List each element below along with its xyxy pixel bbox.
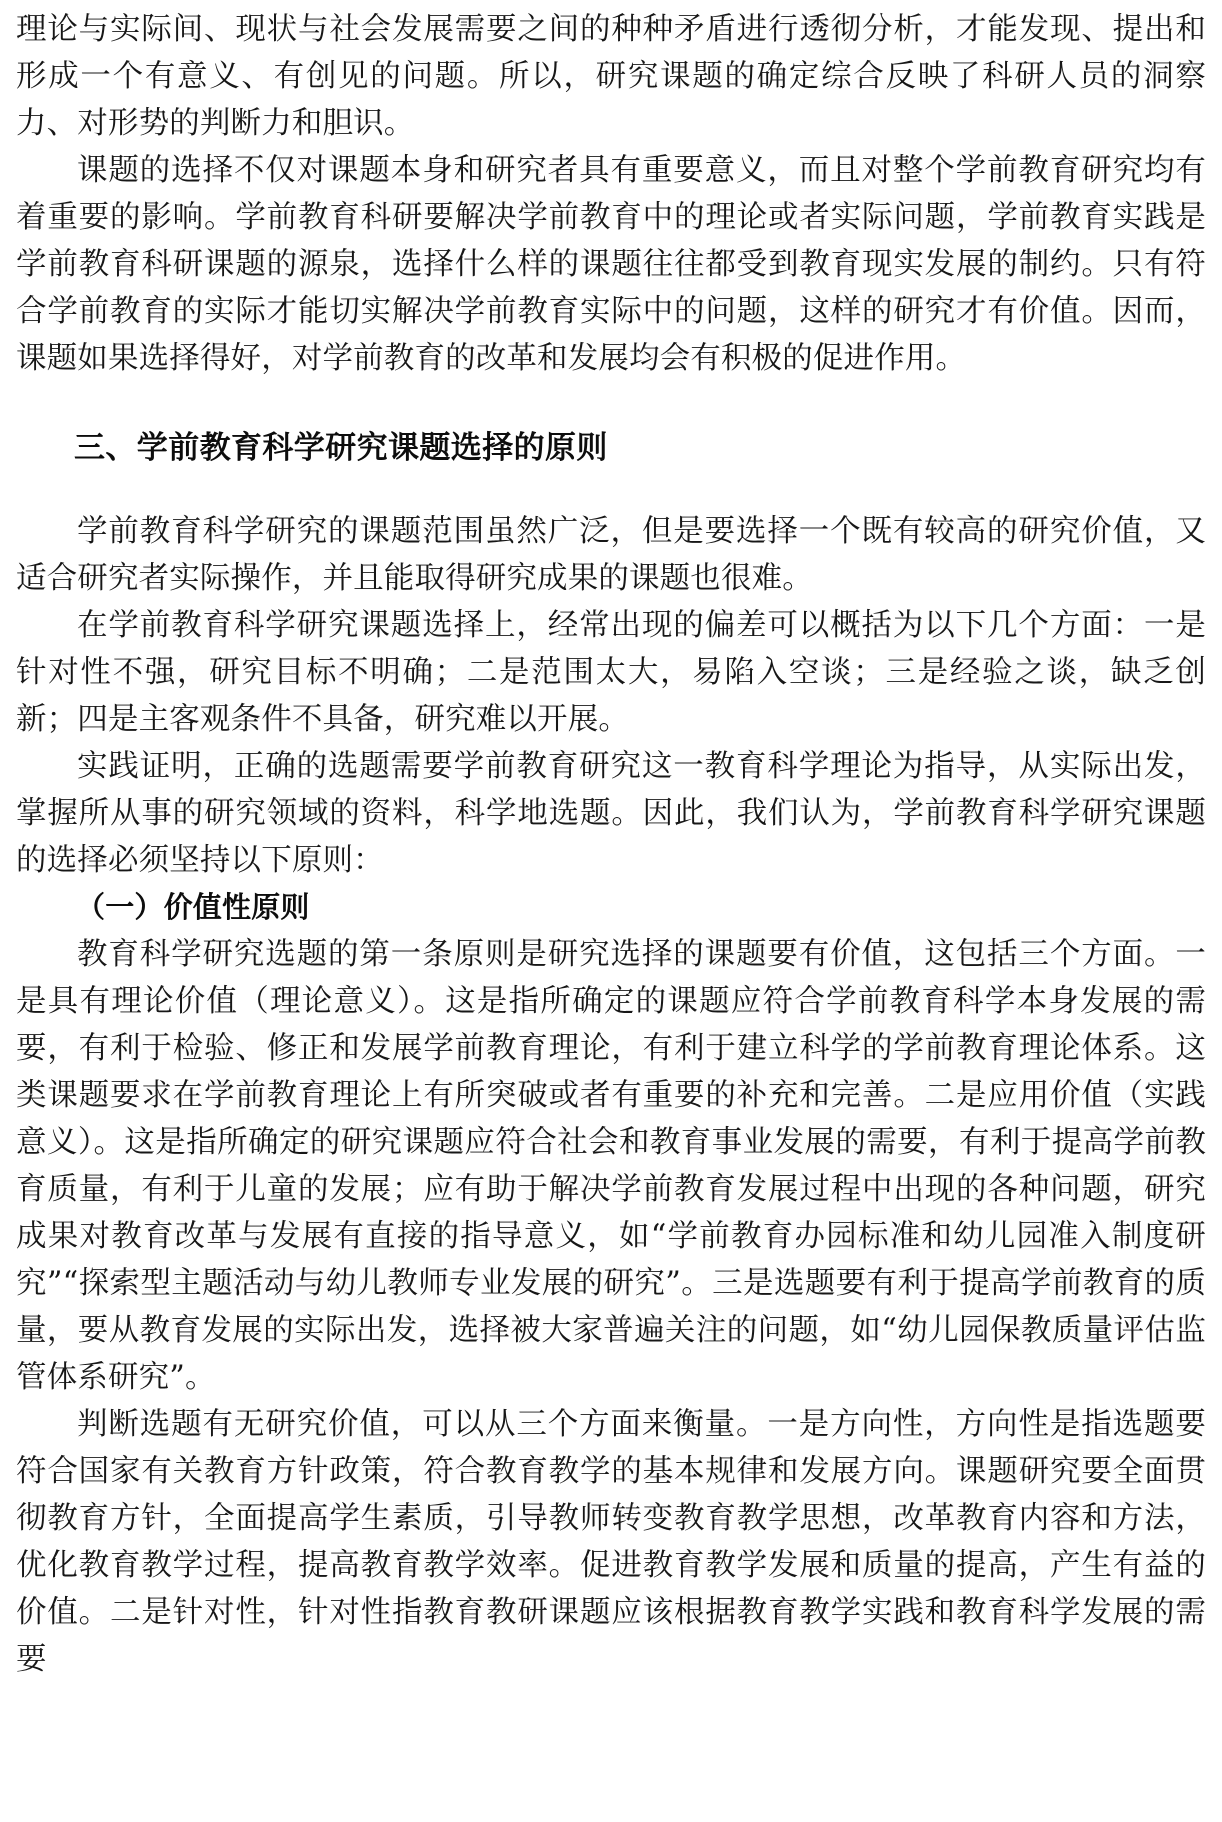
paragraph-value-principle-detail: 教育科学研究选题的第一条原则是研究选择的课题要有价值，这包括三个方面。一是具有理论价值（理论意义）。这是指所确定的课题应符合学前教育科学本身发展的需要，有利于检验、修正和发展学前教育理论，有利于建立科学的学前教育理论体系。这类课题要求在学前教育理论上有所突破或者有重要的补充和完善。二是应用价值（实践意义）。这是指所确定的研究课题应符合社会和教育事业发展的需要，有利于提高学前教育质量，有利于儿童的发展；应有助于解决学前教育发展过程中出现的各种问题，研究成果对教育改革与发展有直接的指导意义，如“学前教育办园标准和幼儿园准入制度研究”“探索型主题活动与幼儿教师专业发展的研究”。三是选题要有利于提高学前教育的质量，要从教育发展的实际出发，选择被大家普遍关注的问题，如“幼儿园保教质量评估监管体系研究”。 [16, 937, 1206, 1395]
paragraph-topic-selection-significance: 课题的选择不仅对课题本身和研究者具有重要意义，而且对整个学前教育研究均有着重要的影响。学前教育科研要解决学前教育中的理论或者实际问题，学前教育实践是学前教育科研课题的源泉，选择什么样的课题往往都受到教育现实发展的制约。只有符合学前教育的实际才能切实解决学前教育实际中的问题，这样的研究才有价值。因而，课题如果选择得好，对学前教育的改革和发展均会有积极的促进作用。 [16, 153, 1206, 376]
paragraph-common-deviations: 在学前教育科学研究课题选择上，经常出现的偏差可以概括为以下几个方面：一是针对性不强，研究目标不明确；二是范围太大，易陷入空谈；三是经验之谈，缺乏创新；四是主客观条件不具备，研究难以开展。 [16, 608, 1206, 737]
section-heading-principles: 三、学前教育科学研究课题选择的原则 [74, 430, 608, 466]
page-content-column [16, 6, 1206, 1683]
subheading-value-principle: （一）价值性原则 [76, 890, 310, 924]
paragraph-scope-difficulty: 学前教育科学研究的课题范围虽然广泛，但是要选择一个既有较高的研究价值，又适合研究者实际操作，并且能取得研究成果的课题也很难。 [16, 514, 1206, 596]
paragraph-continued-intro: 理论与实际间、现状与社会发展需要之间的种种矛盾进行透彻分析，才能发现、提出和形成一个有意义、有创见的问题。所以，研究课题的确定综合反映了科研人员的洞察力、对形势的判断力和胆识。 [16, 12, 1206, 141]
spacer-after-section-heading [16, 472, 1206, 508]
paragraph-practice-proves: 实践证明，正确的选题需要学前教育研究这一教育科学理论为指导，从实际出发，掌握所从事的研究领域的资料，科学地选题。因此，我们认为，学前教育科学研究课题的选择必须坚持以下原则： [16, 749, 1206, 878]
paragraph-judging-research-value: 判断选题有无研究价值，可以从三个方面来衡量。一是方向性，方向性是指选题要符合国家有关教育方针政策，符合教育教学的基本规律和发展方向。课题研究要全面贯彻教育方针，全面提高学生素质，引导教师转变教育教学思想，改革教育内容和方法，优化教育教学过程，提高教育教学效率。促进教育教学发展和质量的提高，产生有益的价值。二是针对性，针对性指教育教研课题应该根据教育教学实践和教育科学发展的需要 [16, 1407, 1206, 1677]
spacer-before-section-heading [16, 382, 1206, 425]
